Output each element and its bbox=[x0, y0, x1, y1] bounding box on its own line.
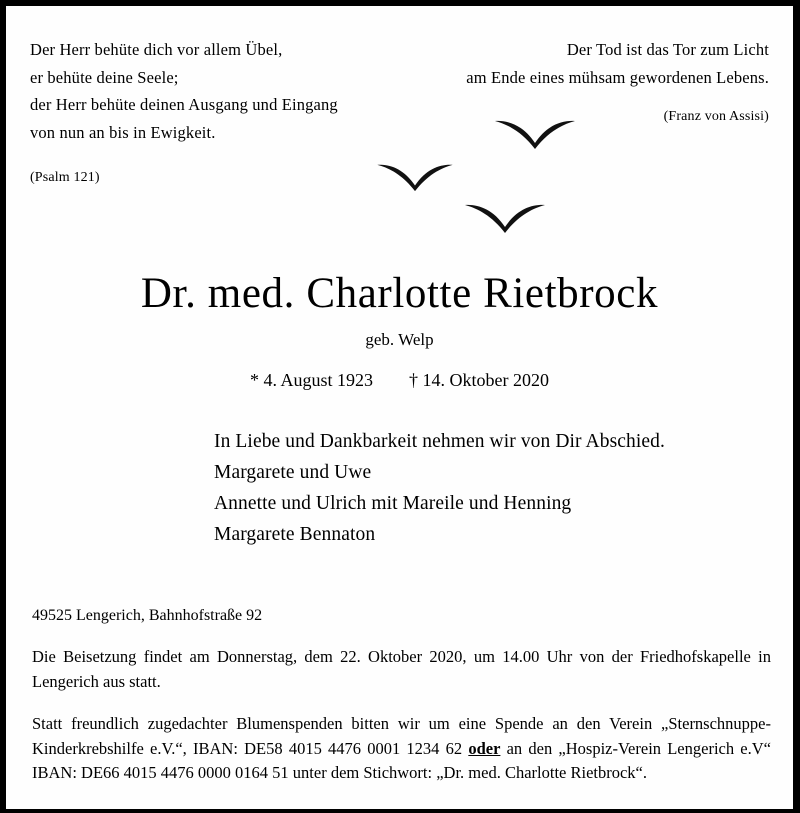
quote-left-block bbox=[30, 36, 338, 192]
donation-info bbox=[32, 712, 771, 786]
deceased-maiden-name: geb. Welp bbox=[365, 330, 434, 349]
obituary-inner bbox=[6, 6, 793, 809]
quote-left-line-3: der Herr behüte deinen Ausgang und Eingang bbox=[30, 95, 338, 114]
bird-icon-top bbox=[494, 118, 576, 152]
donation-text-part-1: Statt freundlich zugedachter Blumenspenden bitten wir um eine Spende an den Verein „Sternschnuppe-Kinderkrebshilfe e.V.“, IBAN: DE58 4015 4476 0001 1234 62 bbox=[32, 714, 771, 758]
quote-left-line-4: von nun an bis in Ewigkeit. bbox=[30, 122, 216, 142]
donation-emphasis: oder bbox=[468, 738, 501, 758]
bird-icon-left bbox=[376, 162, 454, 194]
details-block bbox=[32, 604, 771, 786]
quote-left-line-1: Der Herr behüte dich vor allem Übel, bbox=[30, 40, 283, 59]
bird-icon-bottom bbox=[462, 202, 548, 236]
family-member: Annette und Ulrich mit Mareile und Henning bbox=[214, 493, 572, 514]
funeral-info: Die Beisetzung findet am Donnerstag, dem 22. Oktober 2020, um 14.00 Uhr von der Friedhofskapelle in Lengerich aus statt. bbox=[32, 647, 771, 691]
quote-left-source: (Psalm 121) bbox=[30, 170, 100, 185]
family-block bbox=[214, 426, 665, 550]
three-birds-icon bbox=[366, 114, 596, 239]
donation-text-part-2: an den „Hospiz-Verein Lengerich e.V“ IBAN: DE66 4015 4476 0000 0164 51 unter dem Stichwort: „Dr. med. Charlotte Rietbrock“. bbox=[32, 738, 771, 782]
quote-right-source: (Franz von Assisi) bbox=[663, 109, 769, 124]
family-member: Margarete und Uwe bbox=[214, 462, 372, 483]
deceased-dates bbox=[6, 368, 793, 392]
deceased-full-name: Dr. med. Charlotte Rietbrock bbox=[140, 270, 659, 317]
deceased-name-block bbox=[6, 268, 793, 392]
quote-right-line-1: Der Tod ist das Tor zum Licht bbox=[566, 40, 769, 59]
family-intro: In Liebe und Dankbarkeit nehmen wir von Dir Abschied. bbox=[214, 431, 665, 452]
address-line: 49525 Lengerich, Bahnhofstraße 92 bbox=[32, 607, 263, 624]
quote-left-line-2: er behüte deine Seele; bbox=[30, 67, 179, 87]
quote-right-line-2: am Ende eines mühsam gewordenen Lebens. bbox=[466, 67, 769, 87]
birth-date: * 4. August 1923 bbox=[250, 370, 374, 390]
death-date: † 14. Oktober 2020 bbox=[409, 370, 549, 390]
family-member: Margarete Bennaton bbox=[214, 524, 376, 545]
